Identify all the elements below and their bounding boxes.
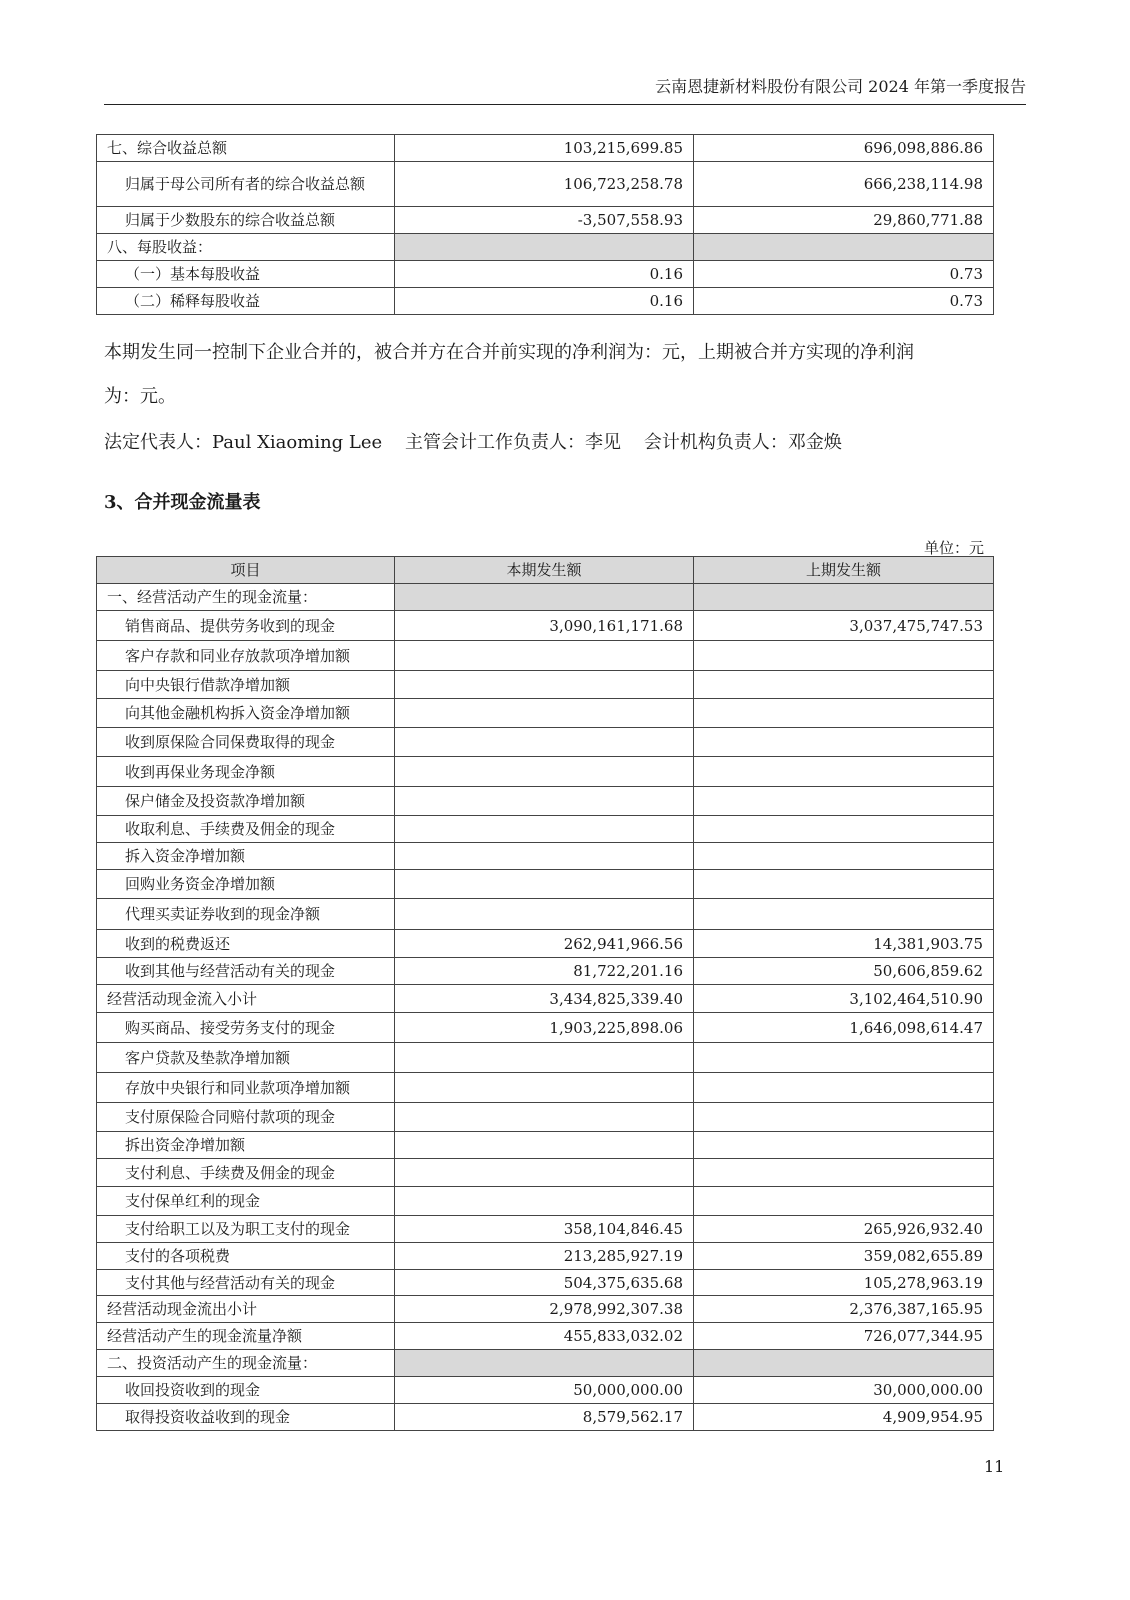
previous-value [694,671,994,699]
row-label: 七、综合收益总额 [97,135,395,162]
previous-value [694,816,994,843]
cash-flow-table [96,556,994,1431]
current-value [395,1073,694,1103]
signatures-line: 法定代表人：Paul Xiaoming Lee 主管会计工作负责人：李见 会计机构负责人：邓金焕 [104,432,842,453]
current-value [395,899,694,930]
current-value: 81,722,201.16 [395,958,694,985]
header-previous: 上期发生额 [694,557,994,584]
current-value: 262,941,966.56 [395,930,694,958]
row-label: 支付的各项税费 [97,1243,395,1270]
current-value [395,787,694,816]
row-label: 回购业务资金净增加额 [97,870,395,899]
current-value [395,843,694,870]
report-title: 云南恩捷新材料股份有限公司 2024 年第一季度报告 [655,77,1026,96]
current-value [395,1103,694,1132]
row-label: 经营活动产生的现金流量净额 [97,1323,395,1350]
current-value [395,641,694,671]
row-label: 销售商品、提供劳务收到的现金 [97,611,395,641]
table-row [97,1103,994,1132]
table-row [97,728,994,757]
previous-value: 3,037,475,747.53 [694,611,994,641]
current-value: 358,104,846.45 [395,1216,694,1243]
header-current: 本期发生额 [395,557,694,584]
table-row [97,1187,994,1216]
cash-flow-body [97,584,994,1431]
previous-value [694,1132,994,1159]
previous-value: 265,926,932.40 [694,1216,994,1243]
table-row [97,930,994,958]
table-row [97,843,994,870]
row-label: 收到的税费返还 [97,930,395,958]
current-value [395,1159,694,1187]
current-value [395,671,694,699]
current-value: 2,978,992,307.38 [395,1296,694,1323]
current-value: 1,903,225,898.06 [395,1013,694,1043]
row-label: 向中央银行借款净增加额 [97,671,395,699]
row-label: 购买商品、接受劳务支付的现金 [97,1013,395,1043]
row-label: 拆出资金净增加额 [97,1132,395,1159]
table-row [97,958,994,985]
table-row [97,611,994,641]
table-row [97,1043,994,1073]
merger-note-line1: 本期发生同一控制下企业合并的，被合并方在合并前实现的净利润为：元，上期被合并方实现的净利润 [104,342,914,363]
previous-value: 696,098,886.86 [694,135,994,162]
merger-note-line2: 为：元。 [104,386,176,407]
current-value: 103,215,699.85 [395,135,694,162]
current-value [395,699,694,728]
table-row [97,207,994,234]
section-heading: 3、合并现金流量表 [104,492,261,513]
table-row [97,584,994,611]
previous-value: 1,646,098,614.47 [694,1013,994,1043]
table-row [97,135,994,162]
report-header [104,76,1026,105]
previous-value [694,899,994,930]
current-value [395,816,694,843]
previous-value [694,1043,994,1073]
previous-value: 0.73 [694,288,994,315]
row-label: 客户贷款及垫款净增加额 [97,1043,395,1073]
current-value: 0.16 [395,288,694,315]
current-value: 455,833,032.02 [395,1323,694,1350]
current-value [395,584,694,611]
previous-value: 50,606,859.62 [694,958,994,985]
table-row [97,985,994,1013]
row-label: （一）基本每股收益 [97,261,395,288]
current-value: 504,375,635.68 [395,1270,694,1296]
row-label: 代理买卖证券收到的现金净额 [97,899,395,930]
table-row [97,288,994,315]
previous-value: 4,909,954.95 [694,1404,994,1431]
row-label: 支付利息、手续费及佣金的现金 [97,1159,395,1187]
table-row [97,1323,994,1350]
row-label: 归属于少数股东的综合收益总额 [97,207,395,234]
table-row [97,1296,994,1323]
row-label: 支付给职工以及为职工支付的现金 [97,1216,395,1243]
header-item: 项目 [97,557,395,584]
previous-value: 3,102,464,510.90 [694,985,994,1013]
table-row [97,641,994,671]
row-label: 收到其他与经营活动有关的现金 [97,958,395,985]
current-value [395,870,694,899]
table-row [97,1216,994,1243]
previous-value: 29,860,771.88 [694,207,994,234]
income-table [96,134,994,315]
unit-label: 单位：元 [923,539,984,557]
current-value [395,728,694,757]
row-label: 经营活动现金流入小计 [97,985,395,1013]
row-label: 保户储金及投资款净增加额 [97,787,395,816]
table-row [97,787,994,816]
current-value: 106,723,258.78 [395,162,694,207]
table-row [97,1404,994,1431]
previous-value: 14,381,903.75 [694,930,994,958]
previous-value [694,1350,994,1377]
row-label: 拆入资金净增加额 [97,843,395,870]
table-row [97,1270,994,1296]
previous-value: 30,000,000.00 [694,1377,994,1404]
row-label: 收取利息、手续费及佣金的现金 [97,816,395,843]
row-label: 收到原保险合同保费取得的现金 [97,728,395,757]
row-label: 存放中央银行和同业款项净增加额 [97,1073,395,1103]
table-row [97,1350,994,1377]
previous-value: 726,077,344.95 [694,1323,994,1350]
row-label: 收回投资收到的现金 [97,1377,395,1404]
previous-value [694,1103,994,1132]
table-row [97,899,994,930]
current-value: 50,000,000.00 [395,1377,694,1404]
row-label: 二、投资活动产生的现金流量： [97,1350,395,1377]
previous-value: 2,376,387,165.95 [694,1296,994,1323]
row-label: 取得投资收益收到的现金 [97,1404,395,1431]
current-value: 8,579,562.17 [395,1404,694,1431]
previous-value [694,757,994,787]
row-label: 支付保单红利的现金 [97,1187,395,1216]
current-value [395,757,694,787]
row-label: （二）稀释每股收益 [97,288,395,315]
previous-value [694,641,994,671]
table-row [97,870,994,899]
row-label: 经营活动现金流出小计 [97,1296,395,1323]
previous-value: 359,082,655.89 [694,1243,994,1270]
previous-value [694,234,994,261]
row-label: 支付其他与经营活动有关的现金 [97,1270,395,1296]
current-value [395,1187,694,1216]
table-row [97,261,994,288]
table-row [97,1159,994,1187]
table-row [97,162,994,207]
table-row [97,699,994,728]
current-value: 3,434,825,339.40 [395,985,694,1013]
previous-value [694,728,994,757]
row-label: 向其他金融机构拆入资金净增加额 [97,699,395,728]
current-value [395,234,694,261]
table-row [97,1073,994,1103]
table-row [97,234,994,261]
table-row [97,757,994,787]
current-value [395,1132,694,1159]
current-value: 213,285,927.19 [395,1243,694,1270]
previous-value [694,584,994,611]
page-number: 11 [984,1457,1005,1476]
previous-value: 666,238,114.98 [694,162,994,207]
previous-value [694,1187,994,1216]
row-label: 收到再保业务现金净额 [97,757,395,787]
previous-value [694,787,994,816]
previous-value [694,870,994,899]
table-row [97,1243,994,1270]
previous-value [694,1159,994,1187]
row-label: 一、经营活动产生的现金流量： [97,584,395,611]
row-label: 八、每股收益： [97,234,395,261]
row-label: 归属于母公司所有者的综合收益总额 [97,162,395,207]
previous-value [694,1073,994,1103]
current-value [395,1043,694,1073]
current-value: 0.16 [395,261,694,288]
table-row [97,1132,994,1159]
current-value [395,1350,694,1377]
row-label: 客户存款和同业存放款项净增加额 [97,641,395,671]
table-row [97,816,994,843]
table-row [97,1377,994,1404]
table-header-row [97,557,994,584]
current-value: -3,507,558.93 [395,207,694,234]
row-label: 支付原保险合同赔付款项的现金 [97,1103,395,1132]
table-row [97,671,994,699]
table-row [97,1013,994,1043]
previous-value: 105,278,963.19 [694,1270,994,1296]
previous-value [694,699,994,728]
previous-value [694,843,994,870]
current-value: 3,090,161,171.68 [395,611,694,641]
previous-value: 0.73 [694,261,994,288]
